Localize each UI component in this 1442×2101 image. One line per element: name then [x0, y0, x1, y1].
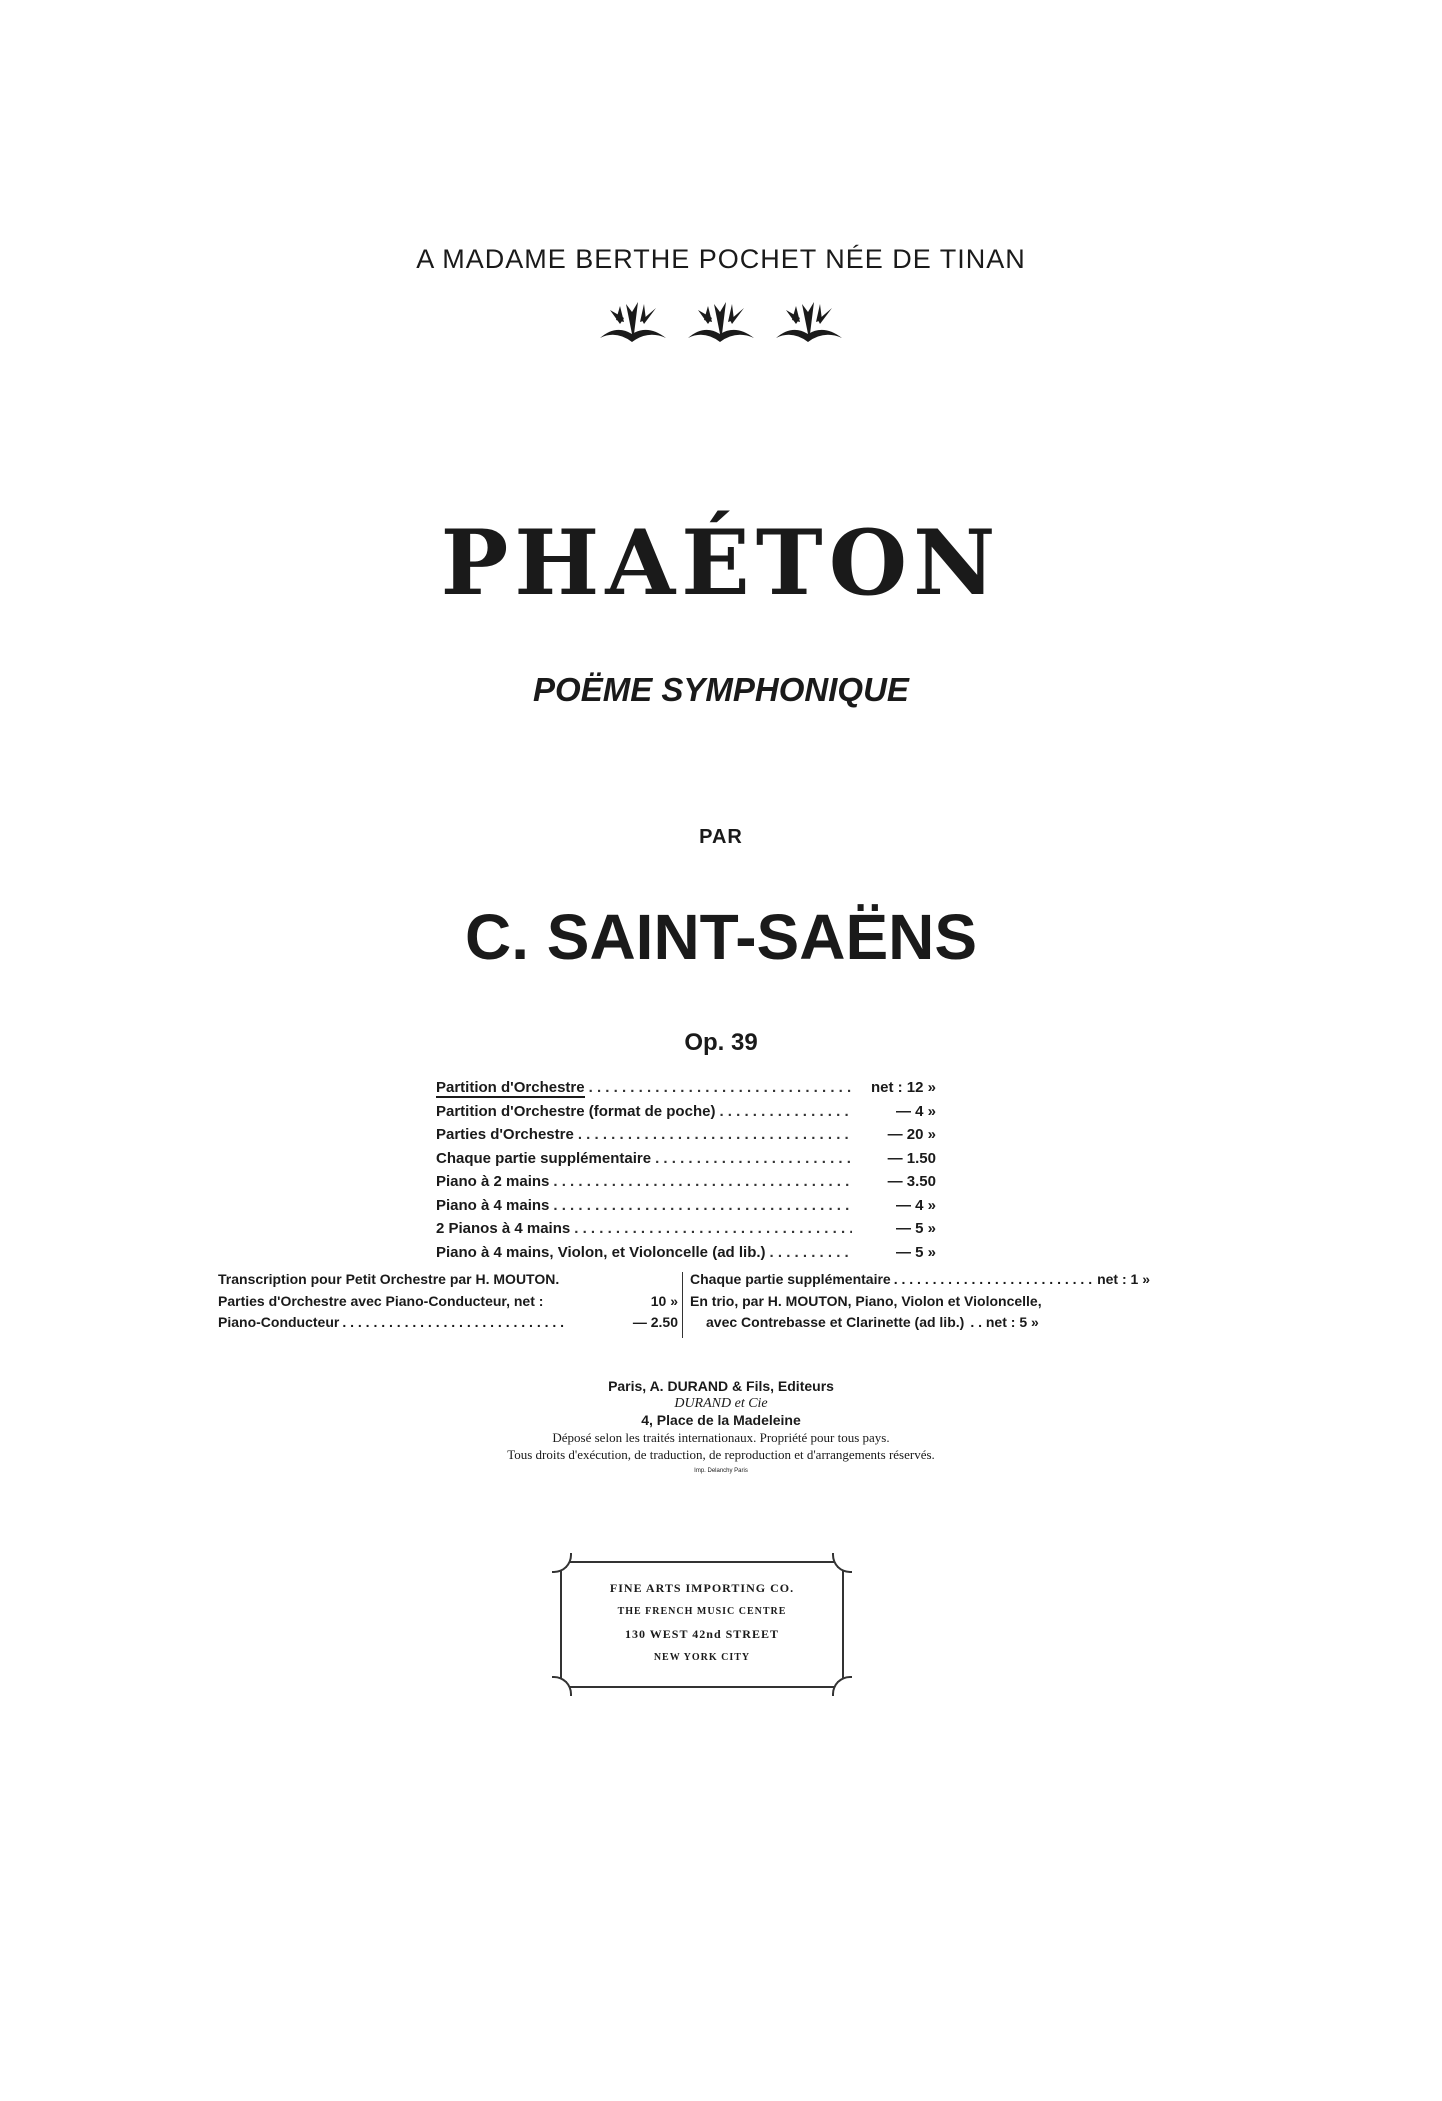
- transcription-text: En trio, par H. MOUTON, Piano, Violon et Violoncelle,: [690, 1292, 1042, 1309]
- stamp-street: 130 WEST 42nd STREET: [625, 1627, 779, 1641]
- column-divider: [682, 1272, 683, 1338]
- edition-row: [436, 1126, 936, 1150]
- par-label: PAR: [699, 826, 743, 848]
- edition-name: Piano à 4 mains: [436, 1196, 550, 1214]
- editions-list: [436, 1079, 936, 1267]
- edition-name: Partition d'Orchestre (format de poche): [436, 1102, 716, 1120]
- publisher-address: 4, Place de la Madeleine: [641, 1412, 801, 1428]
- edition-price: — 20 »: [887, 1126, 936, 1143]
- fleuron-icon: [684, 294, 758, 348]
- transcription-price: net : 1 »: [1097, 1271, 1150, 1287]
- printer-credit: Imp. Delanchy Paris: [694, 1468, 748, 1474]
- transcription-price: . . net : 5 »: [970, 1314, 1039, 1330]
- stamp-company: FINE ARTS IMPORTING CO.: [609, 1581, 795, 1595]
- transcription-row: [690, 1271, 1150, 1293]
- edition-price: net : 12 »: [870, 1079, 936, 1096]
- transcription-text: avec Contrebasse et Clarinette (ad lib.): [706, 1314, 965, 1330]
- transcription-row: [218, 1293, 678, 1315]
- edition-row: [436, 1150, 936, 1174]
- publisher-name: Paris, A. DURAND & Fils, Editeurs: [608, 1378, 834, 1394]
- edition-name: Partition d'Orchestre: [436, 1079, 585, 1096]
- transcription-text: Piano-Conducteur: [218, 1314, 340, 1330]
- transcription-price: — 2.50: [632, 1314, 678, 1330]
- edition-name: 2 Pianos à 4 mains: [436, 1220, 571, 1237]
- copyright-notice: Déposé selon les traités internationaux. Propriété pour tous pays.: [552, 1430, 890, 1445]
- transcription-text: Parties d'Orchestre avec Piano-Conducteur, net :: [218, 1292, 544, 1309]
- dedication: A MADAME BERTHE POCHET NÉE DE TINAN: [416, 244, 1026, 274]
- edition-row: [436, 1079, 936, 1103]
- edition-price: — 5 »: [895, 1243, 936, 1261]
- edition-row: [436, 1103, 936, 1127]
- stamp-centre: THE FRENCH MUSIC CENTRE: [617, 1606, 787, 1617]
- edition-name: Parties d'Orchestre: [436, 1126, 574, 1143]
- transcription-right: [690, 1271, 1150, 1336]
- edition-row: [436, 1220, 936, 1244]
- composer-name: C. SAINT-SAËNS: [464, 901, 978, 973]
- transcription-row: [690, 1293, 1150, 1315]
- transcription-row: [218, 1314, 678, 1336]
- edition-price: — 4 »: [895, 1196, 936, 1214]
- edition-name: Piano à 2 mains: [436, 1173, 550, 1190]
- transcription-left: [218, 1271, 678, 1336]
- edition-name: Piano à 4 mains, Violon, et Violoncelle (ad lib.): [436, 1243, 766, 1261]
- fleuron-icon: [596, 294, 670, 348]
- opus-number: Op. 39: [684, 1029, 758, 1056]
- edition-row: [436, 1197, 936, 1221]
- stamp-city: NEW YORK CITY: [653, 1652, 751, 1663]
- transcription-text: Chaque partie supplémentaire: [690, 1271, 891, 1287]
- page-title: PHAÉTON: [440, 510, 1002, 616]
- rights-notice: Tous droits d'exécution, de traduction, de reproduction et d'arrangements réservés.: [507, 1447, 935, 1462]
- edition-price: — 3.50: [887, 1173, 936, 1190]
- transcription-row: [218, 1271, 678, 1293]
- publisher-block: [0, 1378, 1442, 1480]
- publisher-successor: DURAND et Cie: [674, 1396, 768, 1411]
- edition-price: — 5 »: [895, 1220, 936, 1237]
- edition-name: Chaque partie supplémentaire: [436, 1149, 652, 1167]
- transcription-row: [690, 1314, 1150, 1336]
- edition-price: — 4 »: [895, 1102, 936, 1120]
- dealer-stamp: [560, 1561, 844, 1688]
- subtitle: POËME SYMPHONIQUE: [533, 671, 909, 708]
- transcription-price: 10 »: [650, 1292, 678, 1309]
- transcription-text: Transcription pour Petit Orchestre par H. MOUTON.: [218, 1271, 560, 1287]
- fleuron-icon: [772, 294, 846, 348]
- edition-price: — 1.50: [887, 1149, 936, 1167]
- edition-row: [436, 1244, 936, 1268]
- edition-row: [436, 1173, 936, 1197]
- ornament-row: [0, 294, 1442, 348]
